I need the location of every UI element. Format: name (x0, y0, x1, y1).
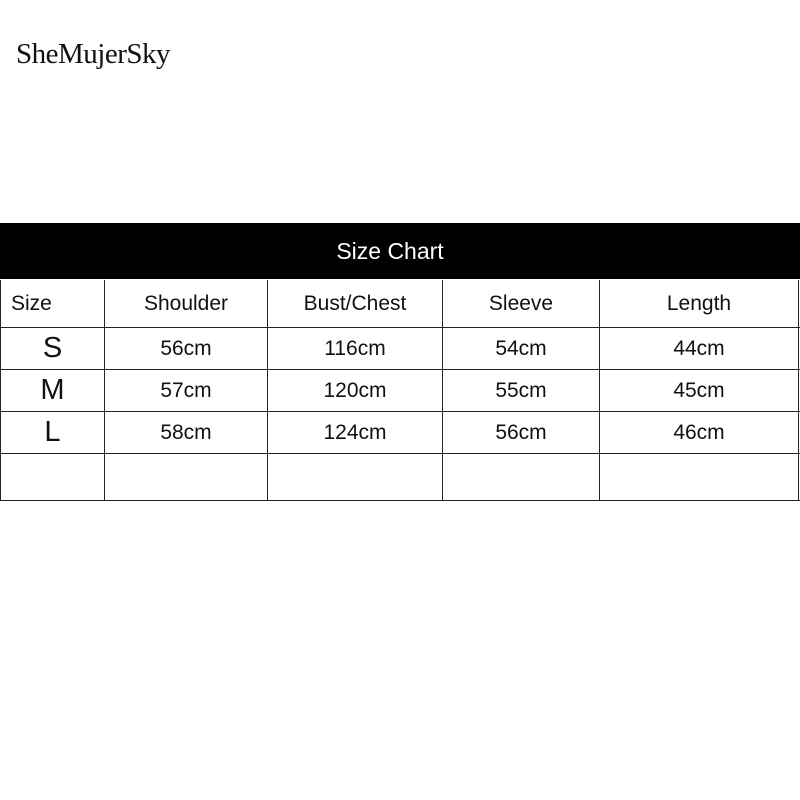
header-size: Size (0, 280, 105, 327)
header-shoulder: Shoulder (105, 280, 268, 327)
bust-chest-cell: 124cm (268, 412, 443, 453)
size-label: L (44, 416, 61, 448)
size-chart-title: Size Chart (336, 237, 444, 264)
length-cell: 45cm (600, 370, 799, 411)
size-label: S (42, 332, 63, 364)
bust-chest-cell: 116cm (268, 328, 443, 369)
empty-cell (443, 454, 600, 500)
header-bust-chest: Bust/Chest (268, 280, 443, 327)
table-row (0, 328, 800, 370)
length-cell: 44cm (600, 328, 799, 369)
size-chart-title-bar (0, 223, 800, 279)
size-cell (0, 328, 105, 369)
empty-cell (600, 454, 799, 500)
empty-cell (268, 454, 443, 500)
table-row (0, 370, 800, 412)
table-header-row (0, 280, 800, 328)
shoulder-cell: 57cm (105, 370, 268, 411)
empty-cell (105, 454, 268, 500)
brand-logo-text: SheMujerSky (16, 38, 170, 70)
sleeve-cell: 54cm (443, 328, 600, 369)
empty-table-row (0, 454, 800, 501)
sleeve-cell: 56cm (443, 412, 600, 453)
table-row (0, 412, 800, 454)
size-cell (0, 412, 105, 453)
length-cell: 46cm (600, 412, 799, 453)
header-length: Length (600, 280, 799, 327)
sleeve-cell: 55cm (443, 370, 600, 411)
header-sleeve: Sleeve (443, 280, 600, 327)
bust-chest-cell: 120cm (268, 370, 443, 411)
size-label: M (40, 374, 65, 406)
size-cell (0, 370, 105, 411)
size-table (0, 280, 800, 501)
shoulder-cell: 58cm (105, 412, 268, 453)
empty-cell (0, 454, 105, 500)
shoulder-cell: 56cm (105, 328, 268, 369)
